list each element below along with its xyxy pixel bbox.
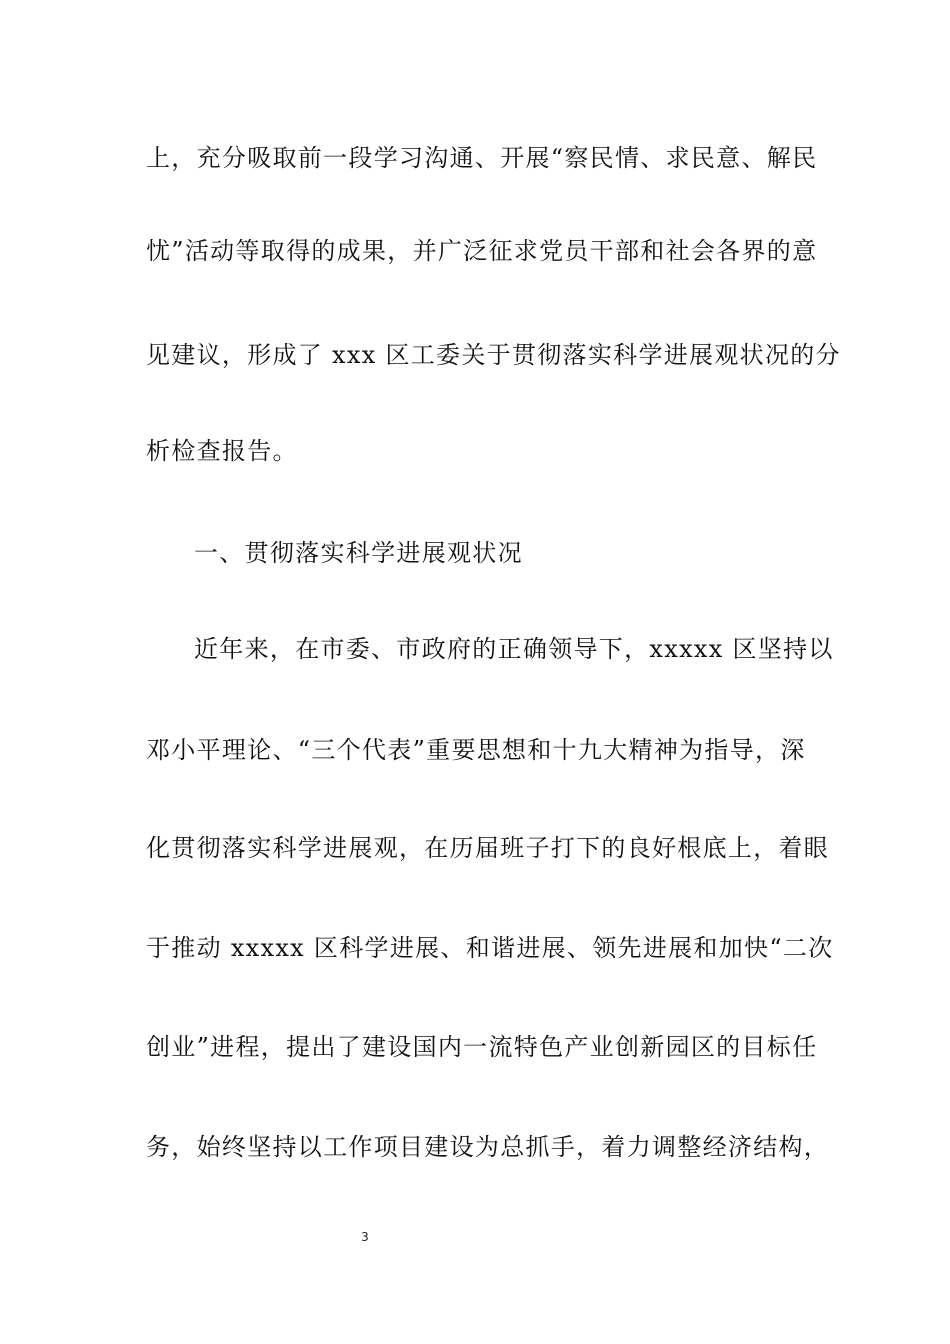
text-line: 创业”进程，提出了建设国内一流特色产业创新园区的目标任 — [146, 1033, 818, 1061]
text-line: 务，始终坚持以工作项目建设为总抓手，着力调整经济结构， — [146, 1133, 830, 1161]
page-number: 3 — [361, 1230, 369, 1244]
section-heading: 一、贯彻落实科学进展观状况 — [194, 539, 523, 567]
text-line: 于推动 xxxxx 区科学进展、和谐进展、领先进展和加快“二次 — [146, 934, 834, 962]
text-line: 上，充分吸取前一段学习沟通、开展“察民情、求民意、解民 — [146, 144, 818, 172]
text-line: 近年来，在市委、市政府的正确领导下，xxxxx 区坚持以 — [194, 635, 834, 663]
text-line: 邓小平理论、“三个代表”重要思想和十九大精神为指导，深 — [146, 736, 806, 764]
text-line: 析检查报告。 — [146, 437, 298, 465]
text-line: 化贯彻落实科学进展观，在历届班子打下的良好根底上，着眼 — [146, 834, 830, 862]
text-line: 忧”活动等取得的成果，并广泛征求党员干部和社会各界的意 — [146, 237, 818, 265]
text-line: 见建议，形成了 xxx 区工委关于贯彻落实科学进展观状况的分 — [146, 341, 841, 369]
